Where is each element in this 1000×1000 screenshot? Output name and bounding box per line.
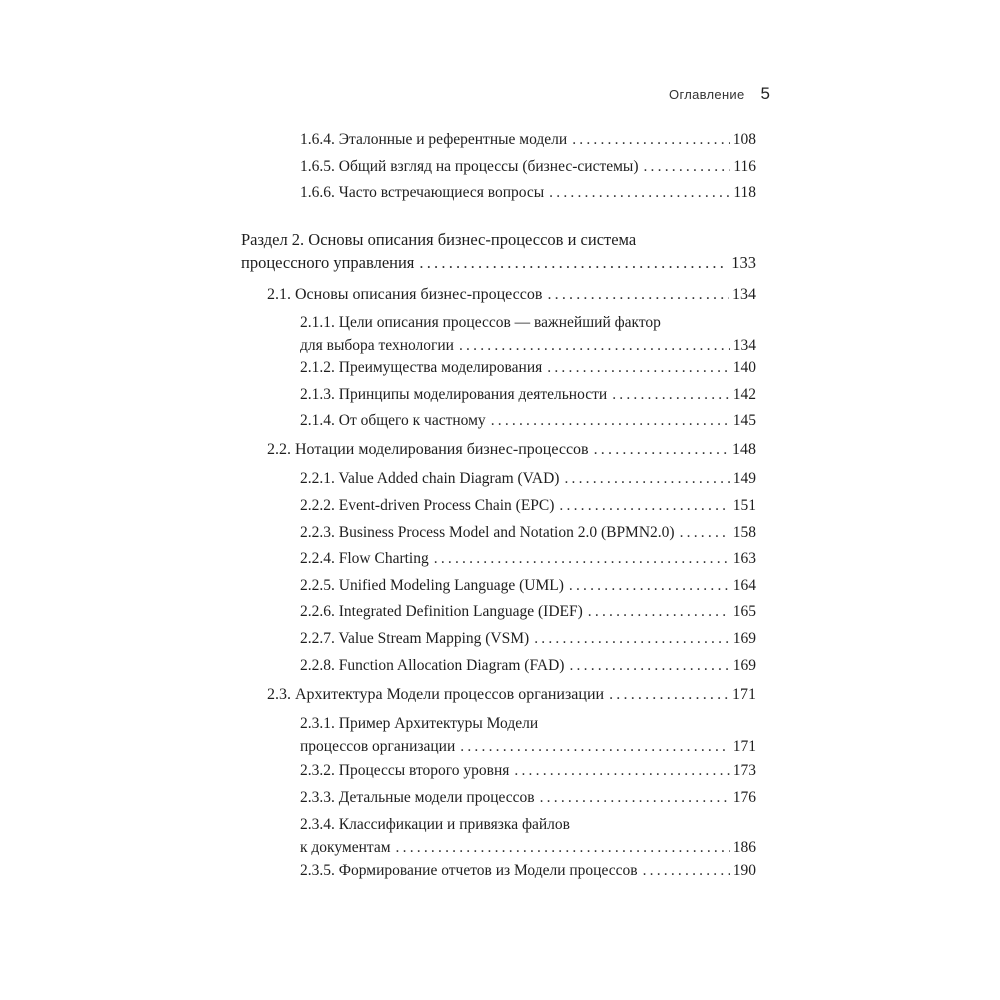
- toc-entry: [300, 521, 756, 544]
- toc-entry: [300, 600, 756, 623]
- toc-entry: [300, 654, 756, 677]
- dot-leader: [434, 547, 730, 570]
- dot-leader: [643, 155, 730, 178]
- dot-leader: [680, 521, 730, 544]
- toc-entry-title: 2.2.8. Function Allocation Diagram (FAD): [300, 657, 565, 674]
- dot-leader: [594, 438, 729, 461]
- toc-entry-title-line1: 2.3.1. Пример Архитектуры Модели: [300, 715, 539, 732]
- dot-leader: [569, 574, 730, 597]
- toc-entry-page: 169: [732, 657, 756, 674]
- toc-entry-title: 2.2.5. Unified Modeling Language (UML): [300, 577, 564, 594]
- toc-entry-title: 2.3.5. Формирование отчетов из Модели процессов: [300, 862, 638, 879]
- dot-leader: [534, 627, 730, 650]
- dot-leader: [588, 600, 730, 623]
- toc-entry-page: 169: [732, 630, 756, 647]
- toc-entry: [300, 547, 756, 570]
- toc-entry-title: 2.1.4. От общего к частному: [300, 412, 486, 429]
- toc-entry-title: 2.3.3. Детальные модели процессов: [300, 789, 535, 806]
- toc-entry: [267, 438, 756, 461]
- toc-entry: [300, 181, 756, 204]
- toc-entry-title: 2.2. Нотации моделирования бизнес-процессов: [267, 441, 589, 458]
- toc-entry-title: 2.1.3. Принципы моделирования деятельности: [300, 386, 608, 403]
- toc-entry-page: 165: [732, 603, 756, 620]
- toc-entry-title: 2.3. Архитектура Модели процессов организации: [267, 686, 605, 703]
- toc-entry-page: 145: [732, 412, 756, 429]
- toc-entry: [300, 467, 756, 490]
- dot-leader: [396, 836, 730, 859]
- toc-entry-title-line1: Раздел 2. Основы описания бизнес-процессов и система: [241, 230, 637, 249]
- toc-entry-page: 134: [732, 286, 756, 303]
- running-head-title: Оглавление: [669, 87, 745, 102]
- dot-leader: [491, 409, 730, 432]
- dot-leader: [419, 251, 728, 274]
- dot-leader: [559, 494, 729, 517]
- toc-entry-page: 148: [732, 441, 756, 458]
- dot-leader: [459, 334, 730, 357]
- toc-entry-page: 173: [732, 762, 756, 779]
- dot-leader: [572, 128, 730, 151]
- toc-entry: [267, 283, 756, 306]
- toc-entry: [300, 627, 756, 650]
- dot-leader: [564, 467, 729, 490]
- toc-entry-page: 133: [731, 253, 756, 272]
- toc-entry: [300, 128, 756, 151]
- toc-entry: [300, 311, 756, 357]
- toc-entry-title: 2.2.4. Flow Charting: [300, 550, 429, 567]
- toc-entry-page: 176: [732, 789, 756, 806]
- toc-entry-title: 2.1.2. Преимущества моделирования: [300, 359, 543, 376]
- toc-entry: [300, 813, 756, 859]
- toc-entry-page: 116: [733, 158, 756, 175]
- toc-entry-page: 140: [732, 359, 756, 376]
- toc-entry: [300, 383, 756, 406]
- toc-entry-title: 1.6.4. Эталонные и референтные модели: [300, 131, 568, 148]
- toc-entry-page: 118: [733, 184, 756, 201]
- toc-entry-page: 164: [732, 577, 756, 594]
- toc-entry-page: 171: [732, 686, 756, 703]
- toc-entry-page: 134: [732, 337, 756, 354]
- dot-leader: [569, 654, 729, 677]
- toc-entry: [300, 712, 756, 758]
- toc-entry-page: 190: [732, 862, 756, 879]
- dot-leader: [643, 859, 730, 882]
- toc-entry-title: 1.6.5. Общий взгляд на процессы (бизнес-системы): [300, 158, 639, 175]
- dot-leader: [514, 759, 729, 782]
- toc-entry: [300, 759, 756, 782]
- toc-entry: [300, 786, 756, 809]
- toc-entry-title: для выбора технологии: [300, 337, 454, 354]
- toc-entry-page: 142: [732, 386, 756, 403]
- toc-entry-page: 158: [732, 524, 756, 541]
- toc-entry: [300, 155, 756, 178]
- toc-entry-title: процессного управления: [241, 253, 415, 272]
- dot-leader: [609, 683, 729, 706]
- toc-entry-title: 2.1. Основы описания бизнес-процессов: [267, 286, 543, 303]
- toc-entry-title: процессов организации: [300, 738, 456, 755]
- toc-entry-page: 108: [732, 131, 756, 148]
- toc-entry-title: 2.3.2. Процессы второго уровня: [300, 762, 510, 779]
- toc-entry: [267, 683, 756, 706]
- toc-entry-title-line1: 2.3.4. Классификации и привязка файлов: [300, 816, 570, 833]
- dot-leader: [612, 383, 730, 406]
- toc-entry: [300, 859, 756, 882]
- dot-leader: [540, 786, 730, 809]
- toc-entry-page: 171: [732, 738, 756, 755]
- toc-entry-title: 2.2.3. Business Process Model and Notation 2.0 (BPMN2.0): [300, 524, 675, 541]
- toc-entry-title-line1: 2.1.1. Цели описания процессов — важнейший фактор: [300, 314, 661, 331]
- toc-entry-title: к документам: [300, 839, 391, 856]
- dot-leader: [547, 283, 729, 306]
- toc-entry: [300, 409, 756, 432]
- toc-entry-page: 149: [732, 470, 756, 487]
- toc-entry-title: 1.6.6. Часто встречающиеся вопросы: [300, 184, 545, 201]
- toc-section-entry: [241, 228, 756, 274]
- toc-entry-page: 151: [732, 497, 756, 514]
- toc-entry: [300, 574, 756, 597]
- toc-entry-title: 2.2.2. Event-driven Process Chain (EPC): [300, 497, 555, 514]
- toc-entry-title: 2.2.1. Value Added chain Diagram (VAD): [300, 470, 560, 487]
- toc-entry: [300, 356, 756, 379]
- toc-entry-page: 163: [732, 550, 756, 567]
- toc-entry-page: 186: [732, 839, 756, 856]
- toc-entry-title: 2.2.7. Value Stream Mapping (VSM): [300, 630, 530, 647]
- dot-leader: [460, 735, 729, 758]
- page-number: 5: [760, 84, 770, 103]
- toc-entry-title: 2.2.6. Integrated Definition Language (IDEF): [300, 603, 583, 620]
- dot-leader: [547, 356, 729, 379]
- toc-entry: [300, 494, 756, 517]
- dot-leader: [549, 181, 730, 204]
